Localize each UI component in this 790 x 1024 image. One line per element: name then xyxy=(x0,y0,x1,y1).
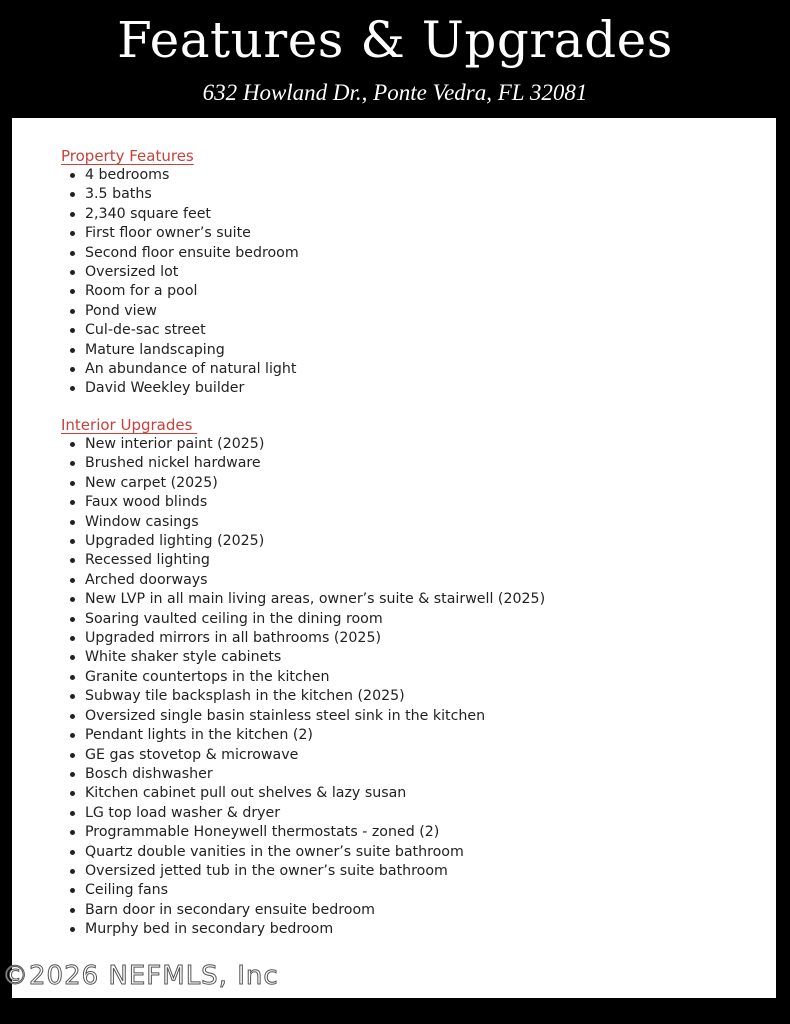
interior-upgrades-heading: Interior Upgrades xyxy=(61,416,198,434)
list-item: 4 bedrooms xyxy=(61,166,299,185)
list-item: New carpet (2025) xyxy=(61,474,545,493)
list-item: Subway tile backsplash in the kitchen (2025) xyxy=(61,687,545,706)
list-item: 2,340 square feet xyxy=(61,205,299,224)
list-item: Programmable Honeywell thermostats - zoned (2) xyxy=(61,823,545,842)
list-item: Mature landscaping xyxy=(61,341,299,360)
list-item: White shaker style cabinets xyxy=(61,648,545,667)
list-item: Pendant lights in the kitchen (2) xyxy=(61,726,545,745)
list-item: David Weekley builder xyxy=(61,379,299,398)
list-item: New LVP in all main living areas, owner’s suite & stairwell (2025) xyxy=(61,590,545,609)
interior-upgrades-list xyxy=(61,435,545,940)
list-item: Window casings xyxy=(61,513,545,532)
list-item: Oversized jetted tub in the owner’s suite bathroom xyxy=(61,862,545,881)
list-item: Soaring vaulted ceiling in the dining room xyxy=(61,610,545,629)
list-item: Barn door in secondary ensuite bedroom xyxy=(61,901,545,920)
list-item: Quartz double vanities in the owner’s suite bathroom xyxy=(61,843,545,862)
list-item: Oversized lot xyxy=(61,263,299,282)
list-item: Oversized single basin stainless steel sink in the kitchen xyxy=(61,707,545,726)
list-item: An abundance of natural light xyxy=(61,360,299,379)
list-item: Room for a pool xyxy=(61,282,299,301)
list-item: Cul-de-sac street xyxy=(61,321,299,340)
list-item: Granite countertops in the kitchen xyxy=(61,668,545,687)
list-item: Recessed lighting xyxy=(61,551,545,570)
list-item: Pond view xyxy=(61,302,299,321)
property-features-list xyxy=(61,166,299,399)
list-item: Upgraded mirrors in all bathrooms (2025) xyxy=(61,629,545,648)
property-features-heading: Property Features xyxy=(61,147,194,165)
list-item: 3.5 baths xyxy=(61,185,299,204)
interior-upgrades-section xyxy=(61,415,545,940)
list-item: Faux wood blinds xyxy=(61,493,545,512)
list-item: New interior paint (2025) xyxy=(61,435,545,454)
list-item: Murphy bed in secondary bedroom xyxy=(61,920,545,939)
list-item: Kitchen cabinet pull out shelves & lazy susan xyxy=(61,784,545,803)
list-item: Second floor ensuite bedroom xyxy=(61,244,299,263)
features-sheet xyxy=(12,118,776,998)
list-item: First floor owner’s suite xyxy=(61,224,299,243)
list-item: Bosch dishwasher xyxy=(61,765,545,784)
list-item: Brushed nickel hardware xyxy=(61,454,545,473)
list-item: LG top load washer & dryer xyxy=(61,804,545,823)
list-item: Ceiling fans xyxy=(61,881,545,900)
page-title: Features & Upgrades xyxy=(117,11,673,69)
property-features-section xyxy=(61,146,299,399)
list-item: Upgraded lighting (2025) xyxy=(61,532,545,551)
property-address: 632 Howland Dr., Ponte Vedra, FL 32081 xyxy=(202,80,588,105)
list-item: GE gas stovetop & microwave xyxy=(61,746,545,765)
list-item: Arched doorways xyxy=(61,571,545,590)
copyright-watermark: ©2026 NEFMLS, Inc xyxy=(2,961,279,991)
